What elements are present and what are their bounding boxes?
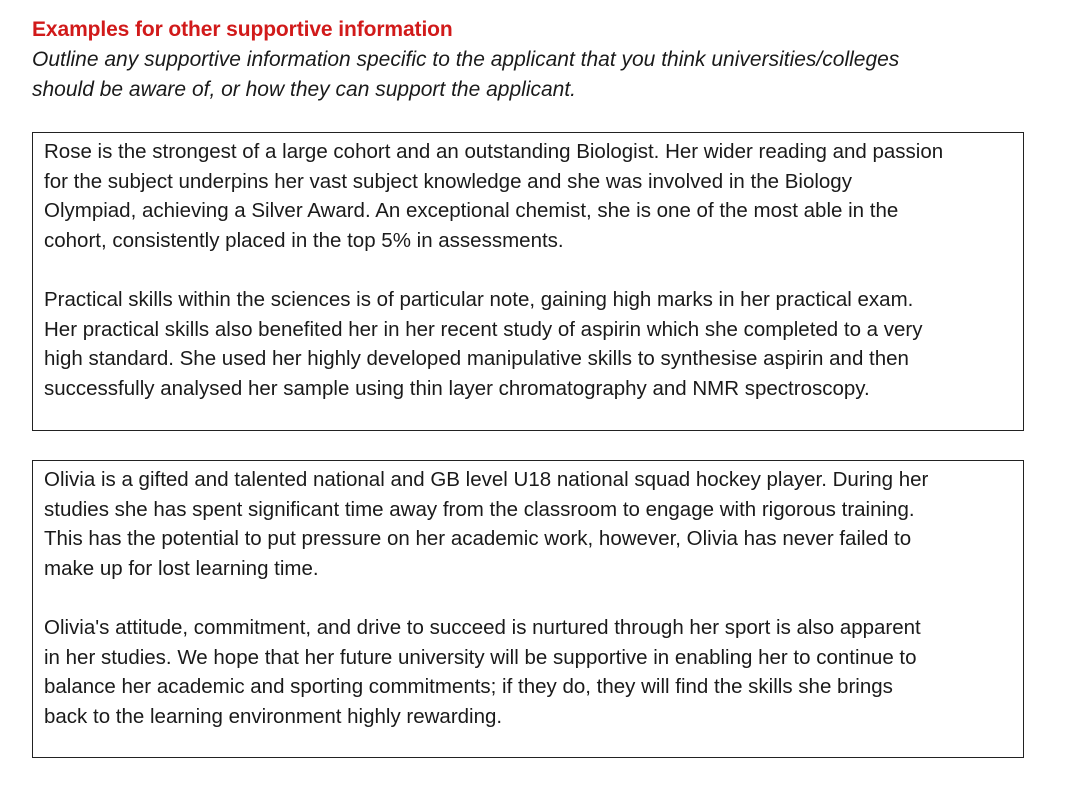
text-line: in her studies. We hope that her future university will be supportive in enabling her to continue to xyxy=(44,645,917,669)
example-box-olivia xyxy=(32,460,1024,758)
example-olivia-paragraph-2 xyxy=(44,613,1013,731)
text-line: Olivia's attitude, commitment, and drive to succeed is nurtured through her sport is also apparent xyxy=(44,615,921,639)
text-line: high standard. She used her highly developed manipulative skills to synthesise aspirin and then xyxy=(44,347,909,371)
instructions-line-2: should be aware of, or how they can support the applicant. xyxy=(32,78,577,101)
text-line: studies she has spent significant time away from the classroom to engage with rigorous training. xyxy=(44,497,915,521)
text-line: Practical skills within the sciences is of particular note, gaining high marks in her practical exam. xyxy=(44,287,914,311)
section-instructions xyxy=(32,45,1032,105)
text-line: make up for lost learning time. xyxy=(44,556,319,580)
text-line: balance her academic and sporting commitments; if they do, they will find the skills she brings xyxy=(44,675,893,699)
section-heading: Examples for other supportive information xyxy=(32,18,453,41)
text-line: Olivia is a gifted and talented national and GB level U18 national squad hockey player. During her xyxy=(44,468,929,491)
text-line: Her practical skills also benefited her in her recent study of aspirin which she completed to a very xyxy=(44,317,923,341)
text-line: Olympiad, achieving a Silver Award. An exceptional chemist, she is one of the most able in the xyxy=(44,199,899,223)
example-box-rose xyxy=(32,132,1024,431)
example-rose-paragraph-2 xyxy=(44,285,1013,403)
text-line: for the subject underpins her vast subject knowledge and she was involved in the Biology xyxy=(44,169,852,193)
example-olivia-paragraph-1 xyxy=(44,465,1013,583)
text-line: back to the learning environment highly rewarding. xyxy=(44,704,503,728)
example-rose-paragraph-1 xyxy=(44,137,1013,255)
text-line: cohort, consistently placed in the top 5% in assessments. xyxy=(44,228,564,252)
text-line: Rose is the strongest of a large cohort and an outstanding Biologist. Her wider reading and passion xyxy=(44,140,944,163)
text-line: This has the potential to put pressure on her academic work, however, Olivia has never failed to xyxy=(44,527,912,551)
instructions-line-1: Outline any supportive information specific to the applicant that you think universities/colleges xyxy=(32,48,900,71)
text-line: successfully analysed her sample using thin layer chromatography and NMR spectroscopy. xyxy=(44,376,870,400)
